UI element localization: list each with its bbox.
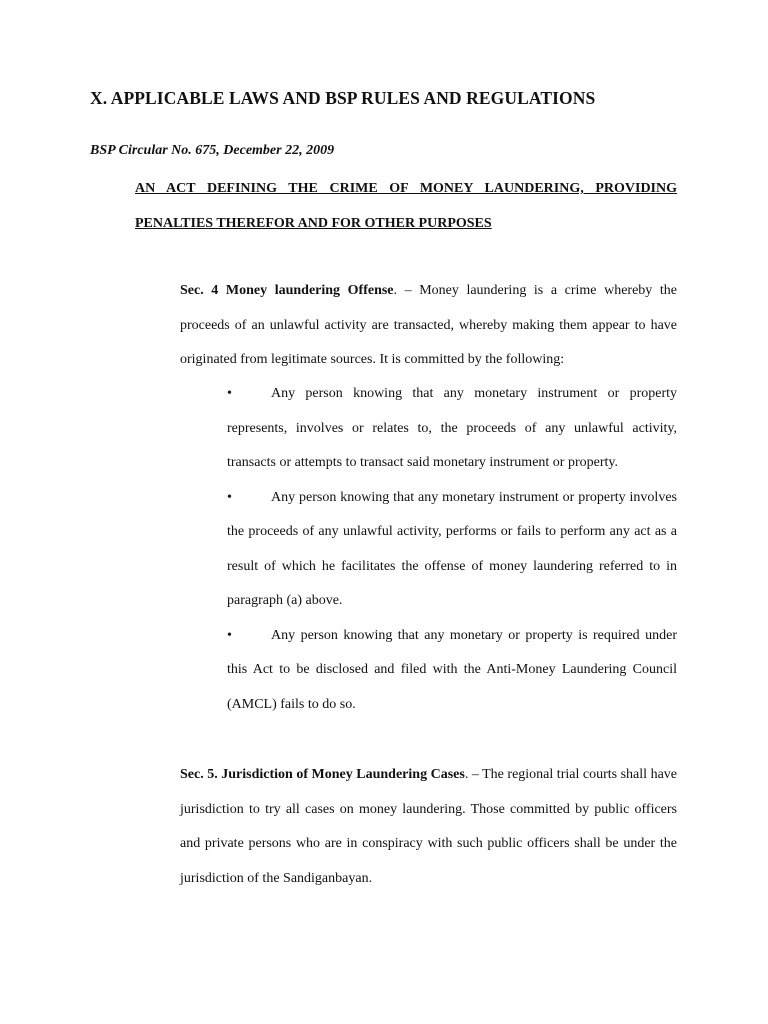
section-5-paragraph (180, 758, 677, 896)
bullet-icon: • (227, 627, 232, 643)
circular-reference: BSP Circular No. 675, December 22, 2009 (90, 143, 335, 158)
section-5-title: Sec. 5. Jurisdiction of Money Laundering Cases (180, 767, 465, 782)
list-item-text: Any person knowing that any monetary or property is required under this Act to be disclosed and filed with the Anti-Money Laundering Council (AMCL) fails to do so. (227, 627, 677, 712)
section-5-separator: . – (464, 767, 483, 782)
offense-list (227, 377, 677, 722)
list-item (227, 619, 677, 723)
section-4-paragraph (180, 274, 677, 378)
section-4-title: Sec. 4 Money laundering Offense (180, 283, 394, 298)
section-4-body: Money laundering is a crime whereby the proceeds of an unlawful activity are transacted, whereby making them appear to have originated from legitimate sources. It is committed by the following: (180, 283, 677, 367)
list-item (227, 481, 677, 619)
list-item-text: Any person knowing that any monetary instrument or property represents, involves or relates to, the proceeds of any unlawful activity, transacts or attempts to transact said monetary instrument or property. (227, 386, 677, 470)
bullet-icon: • (227, 386, 232, 401)
section-4-separator: . – (393, 283, 420, 298)
list-item (227, 377, 677, 481)
section-5-body: The regional trial courts shall have jurisdiction to try all cases on money laundering. Those committed by public officers and private persons who are in conspiracy with such public officers shall be under the jurisdiction of the Sandiganbayan. (180, 767, 678, 886)
act-title: AN ACT DEFINING THE CRIME OF MONEY LAUNDERING, PROVIDING PENALTIES THEREFOR AND FOR OTHER PURPOSES (135, 181, 677, 231)
list-item-text: Any person knowing that any monetary instrument or property involves the proceeds of any unlawful activity, performs or fails to perform any act as a result of which he facilitates the offense of money laundering referred to in paragraph (a) above. (227, 489, 677, 608)
bullet-icon: • (227, 489, 232, 505)
section-heading: X. APPLICABLE LAWS AND BSP RULES AND REGULATIONS (90, 88, 596, 108)
